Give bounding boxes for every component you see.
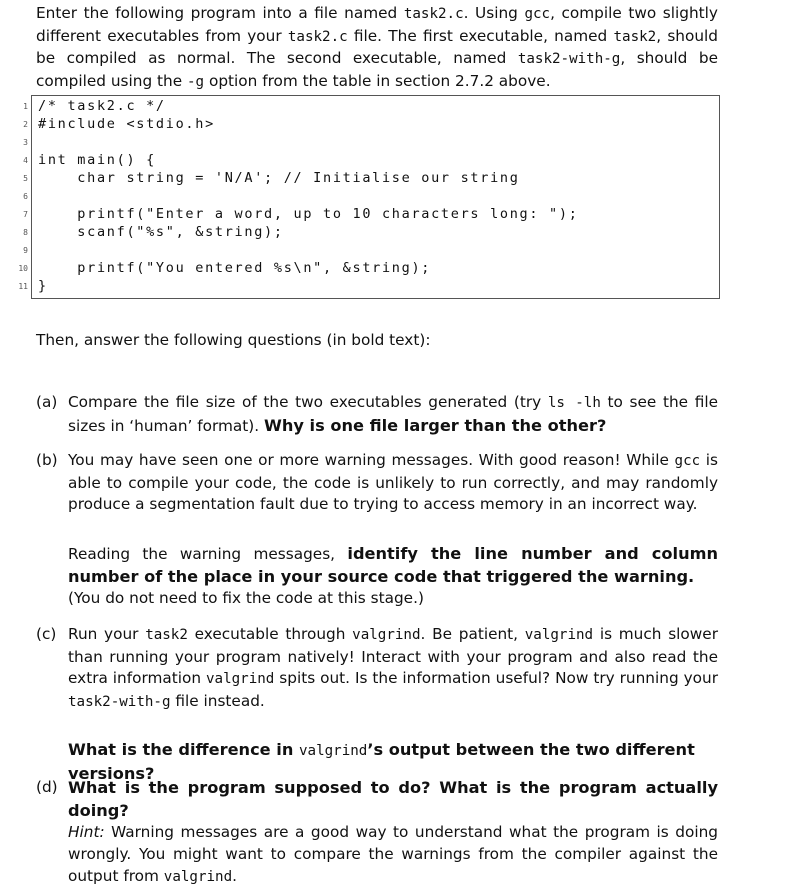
code-line: #include <stdio.h> — [38, 116, 215, 132]
question-c-label: (c) — [36, 625, 57, 643]
line-number: 3 — [23, 138, 28, 147]
line-number: 10 — [18, 264, 28, 273]
line-number: 11 — [18, 282, 28, 291]
line-number: 4 — [23, 156, 28, 165]
question-a-label: (a) — [36, 393, 58, 411]
question-c: Run your task2 executable through valgrind. Be patient, valgrind is much slower than running your program natively! Interact with your program and also read the extra information valgrind spits out. Is the information useful? Now try running your task2-with-g file instead. — [68, 625, 718, 711]
code-line: char string = 'N/A'; // Initialise our string — [38, 170, 520, 186]
question-c-task: What is the difference in valgrind’s output between the two different versions? — [68, 740, 695, 783]
question-a: Compare the file size of the two executables generated (try ls -lh to see the file sizes in ‘human’ format). Why is one file larger than the other? — [68, 393, 719, 435]
question-d-label: (d) — [36, 778, 58, 796]
line-number: 9 — [23, 246, 28, 255]
code-line: } — [38, 278, 48, 294]
question-b-task: Reading the warning messages, identify the line number and column number of the place in your source code that triggered the warning. (You do not need to fix the code at this stage.) — [68, 544, 718, 608]
code-line: printf("You entered %s\n", &string); — [38, 260, 432, 276]
code-line: scanf("%s", &string); — [38, 224, 284, 240]
code-line: printf("Enter a word, up to 10 characters long: "); — [38, 206, 579, 222]
line-number: 5 — [23, 174, 28, 183]
questions-intro: Then, answer the following questions (in bold text): — [36, 331, 431, 349]
line-number: 6 — [23, 192, 28, 201]
question-d: What is the program supposed to do? What is the program actually doing? Hint: Warning messages are a good way to understand what the program is doing wrongly. You might want to compare the warnings from the compiler against the output from valgrind. — [68, 778, 718, 885]
line-number: 1 — [23, 102, 28, 111]
question-b-label: (b) — [36, 451, 58, 469]
filename-task2c: task2.c — [403, 6, 464, 22]
code-line: /* task2.c */ — [38, 98, 166, 114]
line-number: 8 — [23, 228, 28, 237]
line-number: 7 — [23, 210, 28, 219]
code-line: int main() { — [38, 152, 156, 168]
line-number: 2 — [23, 120, 28, 129]
intro-paragraph: Enter the following program into a file named task2.c. Using gcc, compile two slightly different executables from your task2.c file. The first executable, named task2, should be compiled as normal. The second executable, named task2-with-g, should be compiled using the -g option from the table in section 2.7.2 above. — [36, 4, 718, 91]
question-b: You may have seen one or more warning messages. With good reason! While gcc is able to compile your code, the code is unlikely to run correctly, and may randomly produce a segmentation fault due to trying to access memory in an incorrect way. — [68, 451, 718, 514]
